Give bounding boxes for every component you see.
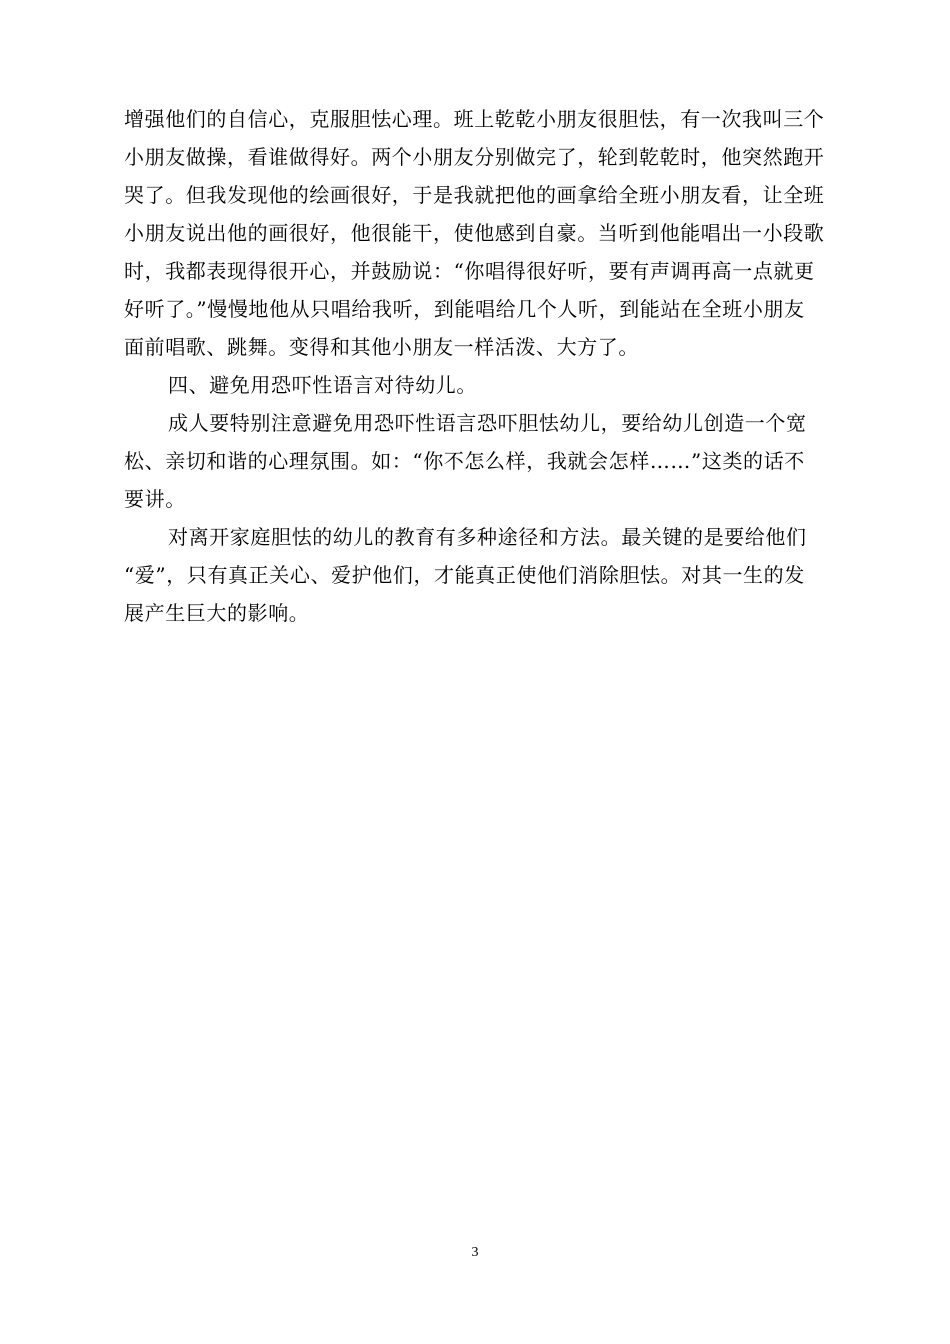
text-line: 小朋友说出他的画很好，他很能干，使他感到自豪。当听到他能唱出一小段歌 — [124, 221, 825, 245]
text-line: 展产生巨大的影响。 — [124, 601, 310, 625]
text-line: 对离开家庭胆怯的幼儿的教育有多种途径和方法。最关键的是要给他们 — [168, 525, 807, 549]
text-line: 松、亲切和谐的心理氛围。如：“你不怎么样，我就会怎样……”这类的话不 — [124, 449, 805, 473]
text-line: 要讲。 — [124, 487, 186, 511]
text-line: 面前唱歌、跳舞。变得和其他小朋友一样活泼、大方了。 — [124, 335, 639, 359]
body-text — [124, 100, 864, 632]
text-line: 好听了。”慢慢地他从只唱给我听，到能唱给几个人听，到能站在全班小朋友 — [124, 297, 805, 321]
text-line: 小朋友做操，看谁做得好。两个小朋友分别做完了，轮到乾乾时，他突然跑开 — [124, 145, 825, 169]
text-line: “爱”，只有真正关心、爱护他们，才能真正使他们消除胆怯。对其一生的发 — [124, 563, 805, 587]
text-line: 增强他们的自信心，克服胆怯心理。班上乾乾小朋友很胆怯，有一次我叫三个 — [124, 107, 825, 131]
text-line: 成人要特别注意避免用恐吓性语言恐吓胆怯幼儿，要给幼儿创造一个宽 — [168, 411, 807, 435]
page-number: 3 — [471, 1245, 479, 1260]
text-line: 时，我都表现得很开心，并鼓励说：“你唱得很好听，要有声调再高一点就更 — [124, 259, 815, 283]
section-heading: 四、避免用恐吓性语言对待幼儿。 — [168, 373, 477, 397]
text-line: 哭了。但我发现他的绘画很好，于是我就把他的画拿给全班小朋友看，让全班 — [124, 183, 825, 207]
